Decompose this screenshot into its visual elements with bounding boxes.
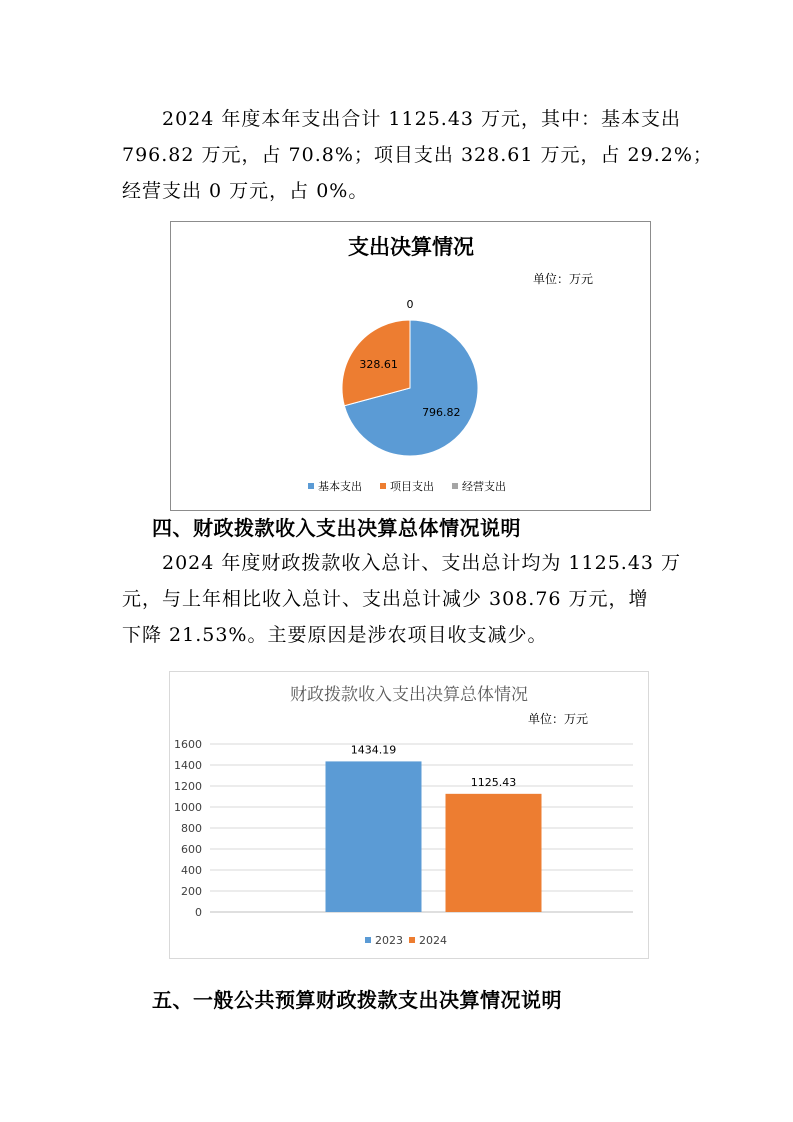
y-tick-label: 1200: [174, 780, 202, 793]
chart-title: 财政拨款收入支出决算总体情况: [290, 685, 528, 705]
pie-chart-expenditure: [170, 221, 651, 511]
paragraph-line: 2024 年度财政拨款收入总计、支出总计均为 1125.43 万: [162, 552, 682, 574]
legend-label: 项目支出: [390, 480, 434, 493]
legend-label: 经营支出: [462, 480, 506, 493]
legend-label: 2023: [375, 934, 403, 947]
legend-swatch: [365, 937, 371, 943]
paragraph-line: 下降 21.53%。主要原因是涉农项目收支减少。: [122, 624, 548, 646]
legend-swatch: [452, 483, 458, 489]
legend-label: 2024: [419, 934, 447, 947]
legend-label: 基本支出: [318, 480, 362, 493]
paragraph-line: 796.82 万元，占 70.8%；项目支出 328.61 万元，占 29.2%；: [122, 144, 713, 166]
y-tick-label: 1400: [174, 759, 202, 772]
chart-unit-label: 单位：万元: [527, 712, 588, 726]
y-tick-label: 800: [181, 822, 202, 835]
paragraph-line: 经营支出 0 万元，占 0%。: [122, 180, 369, 202]
bar-2023: [326, 761, 422, 912]
bar-chart-svg: [170, 672, 648, 958]
y-tick-label: 0: [195, 906, 202, 919]
paragraph-line: 元，与上年相比收入总计、支出总计减少 308.76 万元，增: [122, 588, 649, 610]
y-tick-label: 200: [181, 885, 202, 898]
bar-2024: [446, 794, 542, 912]
paragraph-expenditure-summary: [122, 101, 713, 209]
chart-title: 支出决算情况: [348, 235, 474, 259]
y-tick-label: 1600: [174, 738, 202, 751]
legend-swatch: [308, 483, 314, 489]
section-heading-4: 四、财政拨款收入支出决算总体情况说明: [152, 516, 521, 540]
bar-data-label: 1125.43: [470, 775, 517, 789]
chart-unit-label: 单位：万元: [532, 272, 593, 286]
pie-data-label: 0: [406, 298, 414, 311]
y-tick-label: 1000: [174, 801, 202, 814]
paragraph-appropriation-summary: [122, 545, 682, 653]
y-tick-label: 600: [181, 843, 202, 856]
bar-chart-appropriation: [169, 671, 649, 959]
y-tick-label: 400: [181, 864, 202, 877]
legend-swatch: [409, 937, 415, 943]
section-heading-5: 五、一般公共预算财政拨款支出决算情况说明: [152, 988, 562, 1012]
pie-chart-svg: [171, 222, 650, 510]
bar-data-label: 1434.19: [350, 743, 397, 757]
pie-data-label: 796.82: [422, 405, 461, 419]
paragraph-line: 2024 年度本年支出合计 1125.43 万元，其中：基本支出: [162, 108, 682, 130]
pie-data-label: 328.61: [359, 358, 398, 372]
legend-swatch: [380, 483, 386, 489]
